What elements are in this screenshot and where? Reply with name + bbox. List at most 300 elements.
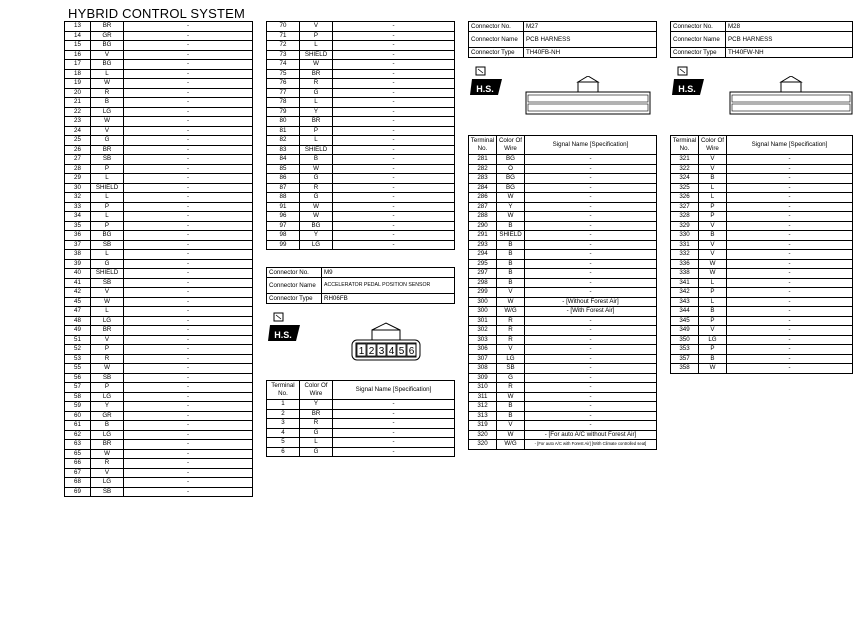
- wire-color: BG: [497, 174, 525, 184]
- table-row: [671, 354, 853, 364]
- wire-color: W: [300, 60, 333, 70]
- svg-text:H.S.: H.S.: [274, 330, 292, 340]
- signal-name: -: [525, 288, 657, 298]
- wire-color: W: [91, 364, 124, 374]
- wire-color: R: [497, 326, 525, 336]
- table-row: [267, 428, 455, 438]
- terminal-no: 310: [469, 383, 497, 393]
- wire-color: W: [91, 297, 124, 307]
- signal-name: -: [333, 193, 455, 203]
- connector-name-value: ACCELERATOR PEDAL POSITION SENSOR: [322, 278, 455, 294]
- terminal-no: 26: [65, 145, 91, 155]
- signal-name: -: [333, 202, 455, 212]
- table-row: [267, 212, 455, 222]
- table-row: [65, 164, 253, 174]
- terminal-no: 353: [671, 345, 699, 355]
- wire-color: V: [497, 288, 525, 298]
- terminal-no: 319: [469, 421, 497, 431]
- table-row: [65, 41, 253, 51]
- terminal-no: 282: [469, 164, 497, 174]
- signal-name: -: [333, 31, 455, 41]
- wire-color: B: [300, 155, 333, 165]
- hs-icon: [268, 311, 300, 341]
- table-row: [671, 364, 853, 374]
- signal-name: -: [124, 88, 253, 98]
- wire-color: BG: [91, 41, 124, 51]
- m9-connector-diagram: [348, 322, 424, 366]
- signal-name: -: [525, 316, 657, 326]
- signal-name: -: [124, 193, 253, 203]
- connector-type-label: Connector Type: [469, 48, 524, 58]
- signal-name: -: [124, 459, 253, 469]
- terminal-no: 281: [469, 155, 497, 165]
- table-row: [469, 373, 657, 383]
- table-row: [65, 60, 253, 70]
- table-row: [65, 449, 253, 459]
- table-row: [267, 31, 455, 41]
- table-row: [671, 174, 853, 184]
- terminal-no: 357: [671, 354, 699, 364]
- signal-name: -: [124, 50, 253, 60]
- terminal-no: 307: [469, 354, 497, 364]
- wire-color: SHIELD: [300, 50, 333, 60]
- table-row: [469, 392, 657, 402]
- signal-name: -: [727, 221, 853, 231]
- signal-name: -: [333, 60, 455, 70]
- table-row: [469, 364, 657, 374]
- signal-name: -: [727, 326, 853, 336]
- terminal-no: 320: [469, 430, 497, 440]
- signal-name: -: [124, 240, 253, 250]
- signal-name: -: [124, 402, 253, 412]
- terminal-no: 67: [65, 468, 91, 478]
- table-row: [267, 98, 455, 108]
- wire-color: P: [699, 212, 727, 222]
- terminal-no: 19: [65, 79, 91, 89]
- wire-color: P: [699, 288, 727, 298]
- table-row: [469, 183, 657, 193]
- signal-name: - [Without Forest Air]: [525, 297, 657, 307]
- table-row: [267, 174, 455, 184]
- wire-color: Y: [497, 202, 525, 212]
- table-row: [65, 69, 253, 79]
- terminal-no: 40: [65, 269, 91, 279]
- m28-terminal-table: [670, 135, 853, 374]
- signal-name: -: [525, 193, 657, 203]
- signal-name: -: [124, 373, 253, 383]
- signal-name: -: [333, 400, 455, 410]
- table-row: [671, 335, 853, 345]
- connector-name-value: PCB HARNESS: [726, 32, 853, 48]
- signal-name: - [With Forest Air]: [525, 307, 657, 317]
- terminal-no: 51: [65, 335, 91, 345]
- connector-no-label: Connector No.: [469, 22, 524, 32]
- table-row: [65, 316, 253, 326]
- terminal-no: 48: [65, 316, 91, 326]
- signal-header: Signal Name [Specification]: [727, 136, 853, 155]
- table-row: [65, 193, 253, 203]
- terminal-no: 328: [671, 212, 699, 222]
- wire-color: G: [300, 447, 333, 457]
- wire-table-2: [266, 21, 455, 250]
- signal-name: -: [124, 174, 253, 184]
- terminal-no: 65: [65, 449, 91, 459]
- wire-color: BR: [300, 69, 333, 79]
- connector-no-label: Connector No.: [267, 268, 322, 278]
- signal-name: -: [333, 155, 455, 165]
- wire-color: L: [300, 136, 333, 146]
- table-row: [469, 297, 657, 307]
- terminal-no: 321: [671, 155, 699, 165]
- connector-name-value: PCB HARNESS: [524, 32, 657, 48]
- table-row: [65, 478, 253, 488]
- table-row: [65, 126, 253, 136]
- table-row: [671, 316, 853, 326]
- wire-color: B: [497, 278, 525, 288]
- terminal-no: 332: [671, 250, 699, 260]
- m27-terminal-table: [468, 135, 657, 450]
- wire-color: LG: [91, 107, 124, 117]
- signal-name: -: [124, 345, 253, 355]
- signal-name: -: [124, 164, 253, 174]
- table-row: [65, 430, 253, 440]
- wire-color: SB: [91, 373, 124, 383]
- wire-color: V: [91, 50, 124, 60]
- wire-color: R: [497, 335, 525, 345]
- table-row: [267, 126, 455, 136]
- terminal-no: 336: [671, 259, 699, 269]
- signal-name: - [For auto A/C without Forest Air]: [525, 430, 657, 440]
- terminal-no: 52: [65, 345, 91, 355]
- wire-color: P: [91, 164, 124, 174]
- signal-name: -: [124, 155, 253, 165]
- table-row: [65, 212, 253, 222]
- wire-color: P: [91, 202, 124, 212]
- signal-name: -: [727, 297, 853, 307]
- table-row: [267, 164, 455, 174]
- table-row: [671, 288, 853, 298]
- signal-name: -: [727, 164, 853, 174]
- terminal-no: 22: [65, 107, 91, 117]
- wire-color: B: [699, 354, 727, 364]
- terminal-no: 83: [267, 145, 300, 155]
- terminal-no: 320: [469, 440, 497, 450]
- signal-name: -: [333, 438, 455, 448]
- page-title: HYBRID CONTROL SYSTEM: [68, 6, 246, 21]
- wire-color: LG: [91, 430, 124, 440]
- table-row: [267, 60, 455, 70]
- m28-connector-diagram: [728, 76, 854, 118]
- wire-color: SHIELD: [497, 231, 525, 241]
- wire-color: GR: [91, 411, 124, 421]
- signal-name: -: [333, 240, 455, 250]
- table-row: [671, 250, 853, 260]
- terminal-no: 308: [469, 364, 497, 374]
- wire-color: W: [91, 79, 124, 89]
- wire-color: LG: [300, 240, 333, 250]
- wire-color: W: [300, 212, 333, 222]
- signal-name: -: [525, 269, 657, 279]
- terminal-no: 286: [469, 193, 497, 203]
- table-row: [469, 440, 657, 450]
- signal-name: -: [124, 145, 253, 155]
- terminal-no: 309: [469, 373, 497, 383]
- connector-no-value: M28: [726, 22, 853, 32]
- terminal-no: 62: [65, 430, 91, 440]
- table-row: [65, 269, 253, 279]
- table-row: [65, 288, 253, 298]
- wire-color: B: [497, 240, 525, 250]
- signal-name: -: [727, 288, 853, 298]
- wire-table-1: [64, 21, 253, 497]
- table-row: [469, 421, 657, 431]
- signal-name: - [For auto A/C with Forest Air] [With Climate controlled seat]: [525, 440, 657, 450]
- connector-name-label: Connector Name: [267, 278, 322, 294]
- terminal-no: 299: [469, 288, 497, 298]
- connector-no-value: M9: [322, 268, 455, 278]
- signal-name: -: [727, 183, 853, 193]
- table-row: [65, 345, 253, 355]
- table-row: [671, 269, 853, 279]
- wire-color: BR: [300, 409, 333, 419]
- table-row: [65, 202, 253, 212]
- table-row: [65, 174, 253, 184]
- pin-label: 1: [358, 346, 365, 357]
- table-row: [267, 419, 455, 429]
- wire-color: B: [497, 269, 525, 279]
- signal-name: -: [333, 212, 455, 222]
- signal-name: -: [333, 41, 455, 51]
- wire-color: BG: [91, 231, 124, 241]
- table-row: [267, 117, 455, 127]
- terminal-no: 96: [267, 212, 300, 222]
- table-row: [267, 69, 455, 79]
- table-row: [469, 335, 657, 345]
- wire-color: B: [497, 221, 525, 231]
- terminal-no: 87: [267, 183, 300, 193]
- terminal-no: 27: [65, 155, 91, 165]
- signal-name: -: [727, 259, 853, 269]
- terminal-no: 80: [267, 117, 300, 127]
- terminal-no: 30: [65, 183, 91, 193]
- table-row: [65, 88, 253, 98]
- wire-color: SHIELD: [91, 269, 124, 279]
- signal-name: -: [124, 31, 253, 41]
- wire-color: R: [300, 419, 333, 429]
- terminal-no: 25: [65, 136, 91, 146]
- wire-color: V: [91, 126, 124, 136]
- wire-color: W: [91, 117, 124, 127]
- wire-color: BG: [91, 60, 124, 70]
- wire-color: Y: [300, 107, 333, 117]
- wire-color: O: [497, 164, 525, 174]
- m27-connector-diagram: [524, 76, 652, 118]
- signal-name: -: [333, 117, 455, 127]
- connector-name-label: Connector Name: [671, 32, 726, 48]
- table-row: [469, 316, 657, 326]
- wire-color: B: [91, 421, 124, 431]
- signal-name: -: [525, 411, 657, 421]
- terminal-no: 47: [65, 307, 91, 317]
- wire-color: L: [91, 212, 124, 222]
- terminal-no: 29: [65, 174, 91, 184]
- wire-color: W: [699, 269, 727, 279]
- signal-name: -: [124, 183, 253, 193]
- signal-name: -: [124, 22, 253, 32]
- wire-color: P: [699, 202, 727, 212]
- table-row: [267, 155, 455, 165]
- wire-color: B: [699, 307, 727, 317]
- signal-name: -: [525, 183, 657, 193]
- signal-name: -: [124, 250, 253, 260]
- signal-name: -: [124, 126, 253, 136]
- terminal-no: 60: [65, 411, 91, 421]
- signal-name: -: [124, 307, 253, 317]
- signal-name: -: [124, 316, 253, 326]
- terminal-no: 301: [469, 316, 497, 326]
- signal-name: -: [525, 326, 657, 336]
- wire-color: V: [699, 250, 727, 260]
- wire-color: B: [497, 250, 525, 260]
- m9-terminal-table: [266, 380, 455, 457]
- table-row: [65, 297, 253, 307]
- signal-name: -: [333, 126, 455, 136]
- wire-color: W: [497, 193, 525, 203]
- wire-color: L: [91, 69, 124, 79]
- signal-name: -: [124, 392, 253, 402]
- wire-color: R: [300, 183, 333, 193]
- terminal-no: 58: [65, 392, 91, 402]
- color-header: Color Of Wire: [699, 136, 727, 155]
- terminal-no: 38: [65, 250, 91, 260]
- terminal-no: 324: [671, 174, 699, 184]
- wire-color: SB: [91, 155, 124, 165]
- wire-color: W: [497, 392, 525, 402]
- wire-color: L: [699, 297, 727, 307]
- table-row: [267, 50, 455, 60]
- wire-color: P: [91, 345, 124, 355]
- signal-name: -: [333, 174, 455, 184]
- signal-name: -: [525, 335, 657, 345]
- signal-name: -: [525, 250, 657, 260]
- wire-color: BG: [300, 221, 333, 231]
- table-row: [65, 354, 253, 364]
- terminal-no: 66: [65, 459, 91, 469]
- terminal-no: 20: [65, 88, 91, 98]
- signal-name: -: [525, 402, 657, 412]
- terminal-no: 23: [65, 117, 91, 127]
- connector-type-label: Connector Type: [267, 294, 322, 304]
- terminal-no: 34: [65, 212, 91, 222]
- signal-name: -: [124, 41, 253, 51]
- signal-name: -: [333, 164, 455, 174]
- signal-name: -: [727, 174, 853, 184]
- signal-name: -: [124, 288, 253, 298]
- terminal-no: 283: [469, 174, 497, 184]
- wire-color: BR: [91, 22, 124, 32]
- signal-name: -: [525, 259, 657, 269]
- terminal-no: 49: [65, 326, 91, 336]
- table-row: [267, 193, 455, 203]
- terminal-no: 14: [65, 31, 91, 41]
- terminal-no: 78: [267, 98, 300, 108]
- table-row: [469, 383, 657, 393]
- wire-color: B: [699, 174, 727, 184]
- wire-color: P: [699, 345, 727, 355]
- terminal-no: 288: [469, 212, 497, 222]
- wire-color: G: [300, 193, 333, 203]
- terminal-no: 76: [267, 79, 300, 89]
- terminal-no: 97: [267, 221, 300, 231]
- terminal-no: 91: [267, 202, 300, 212]
- wire-color: V: [300, 22, 333, 32]
- signal-name: -: [727, 202, 853, 212]
- signal-name: -: [333, 145, 455, 155]
- terminal-no: 69: [65, 487, 91, 497]
- wire-color: W: [497, 212, 525, 222]
- wire-color: SB: [91, 487, 124, 497]
- terminal-no: 295: [469, 259, 497, 269]
- table-row: [671, 231, 853, 241]
- table-row: [65, 117, 253, 127]
- wire-color: V: [497, 345, 525, 355]
- signal-name: -: [124, 60, 253, 70]
- table-row: [267, 447, 455, 457]
- terminal-no: 284: [469, 183, 497, 193]
- wire-color: L: [699, 183, 727, 193]
- wire-color: BR: [91, 326, 124, 336]
- signal-name: -: [333, 221, 455, 231]
- table-row: [65, 383, 253, 393]
- terminal-no: 297: [469, 269, 497, 279]
- table-row: [671, 326, 853, 336]
- table-row: [65, 183, 253, 193]
- table-row: [65, 373, 253, 383]
- table-row: [65, 145, 253, 155]
- wire-color: L: [91, 307, 124, 317]
- terminal-no: 42: [65, 288, 91, 298]
- signal-name: -: [727, 278, 853, 288]
- table-row: [469, 278, 657, 288]
- wire-color: V: [91, 335, 124, 345]
- table-row: [267, 107, 455, 117]
- terminal-no: 293: [469, 240, 497, 250]
- m28-info-table: [670, 21, 853, 58]
- table-row: [469, 259, 657, 269]
- table-row: [65, 411, 253, 421]
- wire-color: LG: [699, 335, 727, 345]
- terminal-no: 13: [65, 22, 91, 32]
- wire-color: GR: [91, 31, 124, 41]
- signal-name: -: [124, 383, 253, 393]
- table-row: [469, 164, 657, 174]
- wire-color: V: [91, 288, 124, 298]
- table-row: [65, 231, 253, 241]
- signal-name: -: [525, 231, 657, 241]
- terminal-no: 18: [65, 69, 91, 79]
- hs-icon: [672, 65, 704, 95]
- table-row: [65, 392, 253, 402]
- table-row: [65, 440, 253, 450]
- table-row: [469, 250, 657, 260]
- wire-color: W: [300, 164, 333, 174]
- terminal-no: 294: [469, 250, 497, 260]
- terminal-no: 302: [469, 326, 497, 336]
- terminal-no: 73: [267, 50, 300, 60]
- signal-name: -: [525, 383, 657, 393]
- table-row: [65, 107, 253, 117]
- wire-color: B: [91, 98, 124, 108]
